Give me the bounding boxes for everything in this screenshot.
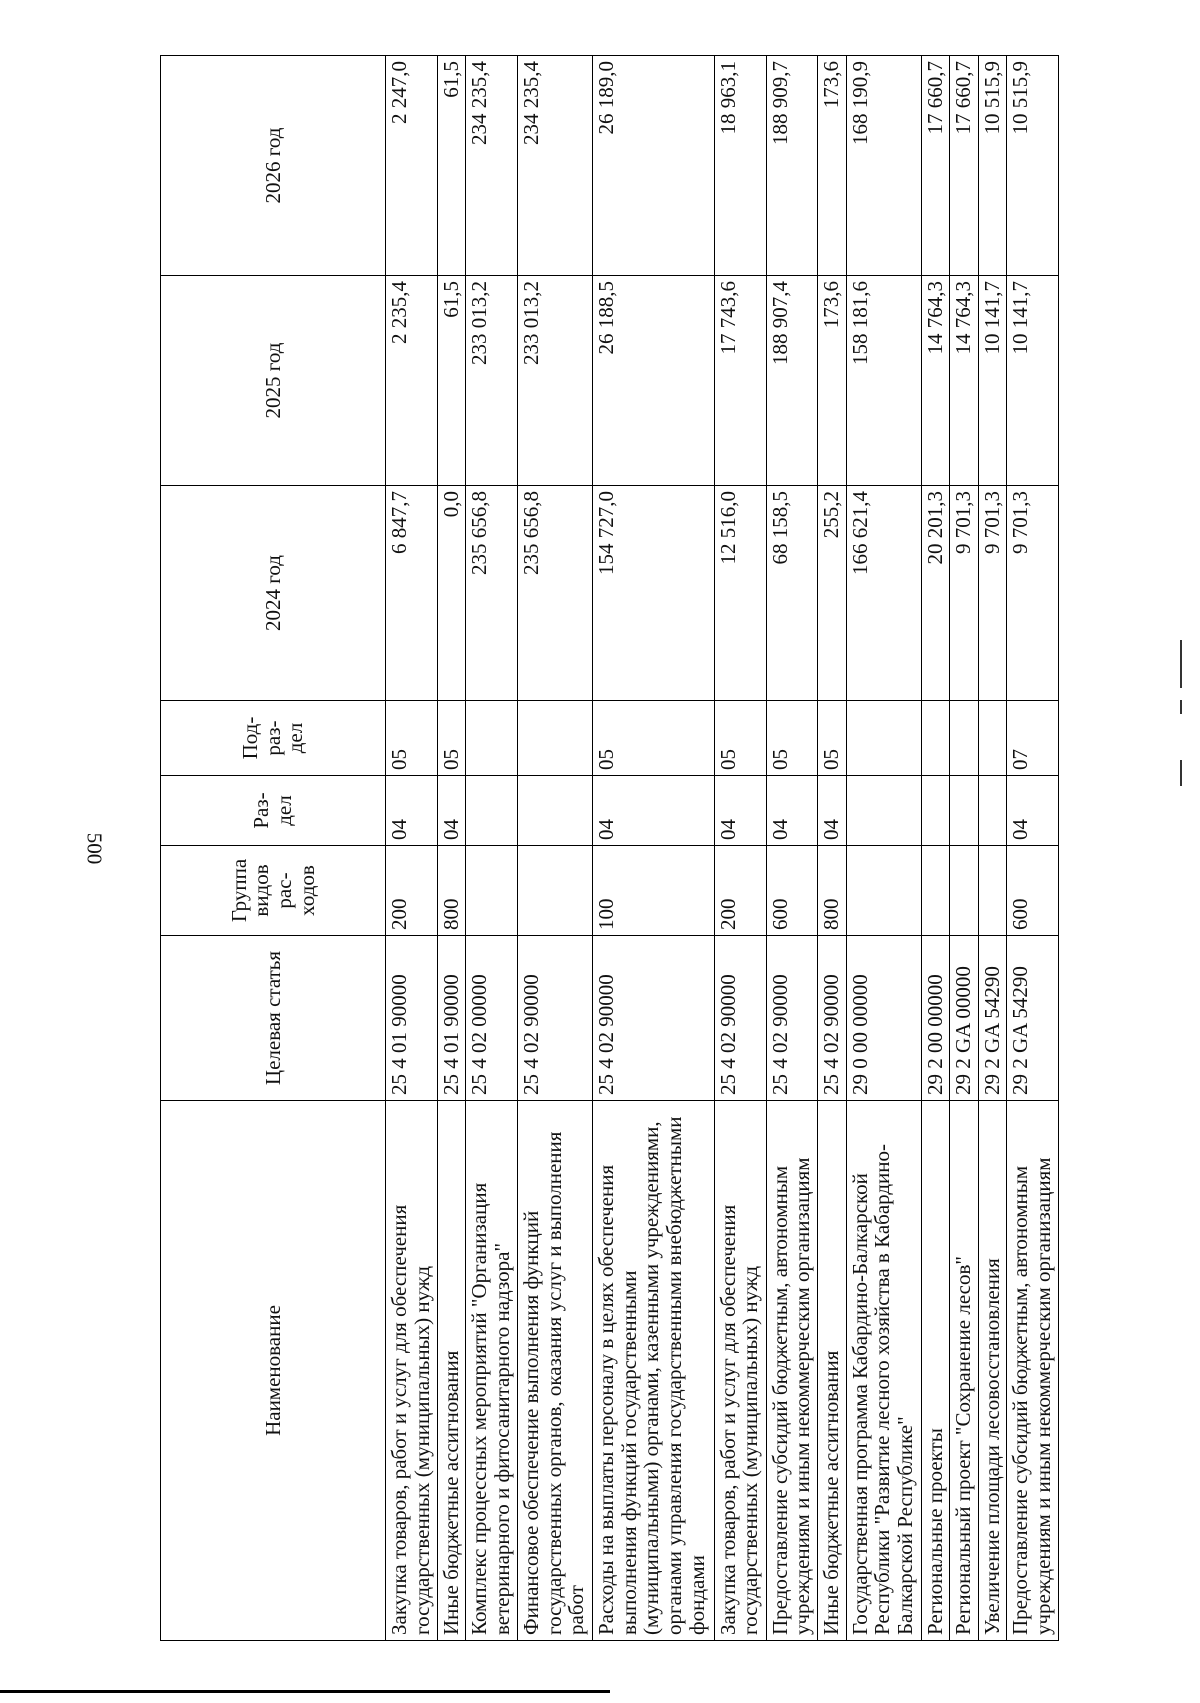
cell-name: Закупка товаров, работ и услуг для обеспечения государственных (муниципальных) нужд (714, 1101, 766, 1641)
cell-group: 600 (766, 846, 818, 936)
cell-target: 29 2 00 00000 (921, 936, 949, 1101)
cell-target: 25 4 02 90000 (766, 936, 818, 1101)
cell-2026: 18 963,1 (714, 56, 766, 276)
cell-2026: 168 190,9 (846, 56, 921, 276)
table-row (517, 56, 592, 1641)
cell-2025: 173,6 (818, 276, 846, 486)
cell-2025: 10 141,7 (1007, 276, 1059, 486)
cell-group: 100 (593, 846, 715, 936)
cell-group (517, 846, 592, 936)
cell-2025: 14 764,3 (950, 276, 978, 486)
cell-target: 25 4 02 90000 (517, 936, 592, 1101)
cell-2026: 10 515,9 (978, 56, 1006, 276)
cell-2024: 166 621,4 (846, 486, 921, 701)
cell-subsection (517, 701, 592, 776)
cell-subsection (950, 701, 978, 776)
cell-2026: 61,5 (437, 56, 465, 276)
table-row (386, 56, 438, 1641)
cell-subsection (921, 701, 949, 776)
fold-mark (1180, 640, 1182, 688)
cell-name: Государственная программа Кабардино-Балкарской Республики "Развитие лесного хозяйства в Кабардино-Балкарской Республике" (846, 1101, 921, 1641)
budget-table-rotated (160, 56, 1059, 1641)
cell-section: 04 (437, 776, 465, 846)
cell-2024: 20 201,3 (921, 486, 949, 701)
table-row (466, 56, 518, 1641)
cell-section: 04 (593, 776, 715, 846)
cell-subsection: 05 (766, 701, 818, 776)
table-row (978, 56, 1006, 1641)
cell-2025: 233 013,2 (466, 276, 518, 486)
cell-2024: 9 701,3 (978, 486, 1006, 701)
cell-section: 04 (386, 776, 438, 846)
cell-2024: 235 656,8 (517, 486, 592, 701)
cell-2025: 61,5 (437, 276, 465, 486)
bottom-rule (0, 1690, 610, 1693)
cell-group (466, 846, 518, 936)
table-row (593, 56, 715, 1641)
cell-2026: 17 660,7 (950, 56, 978, 276)
cell-section (846, 776, 921, 846)
cell-2026: 17 660,7 (921, 56, 949, 276)
header-name: Наименование (161, 1101, 386, 1641)
cell-target: 25 4 01 90000 (386, 936, 438, 1101)
cell-2025: 233 013,2 (517, 276, 592, 486)
table-body (386, 56, 1059, 1641)
cell-2025: 158 181,6 (846, 276, 921, 486)
header-2026: 2026 год (161, 56, 386, 276)
cell-subsection (466, 701, 518, 776)
cell-name: Региональные проекты (921, 1101, 949, 1641)
cell-target: 25 4 02 90000 (593, 936, 715, 1101)
cell-subsection (978, 701, 1006, 776)
fold-mark (1180, 700, 1182, 714)
cell-section: 04 (714, 776, 766, 846)
cell-name: Региональный проект "Сохранение лесов" (950, 1101, 978, 1641)
cell-section (517, 776, 592, 846)
cell-2026: 188 909,7 (766, 56, 818, 276)
cell-2024: 68 158,5 (766, 486, 818, 701)
cell-target: 25 4 02 90000 (818, 936, 846, 1101)
cell-2024: 154 727,0 (593, 486, 715, 701)
cell-section: 04 (818, 776, 846, 846)
table-row (950, 56, 978, 1641)
cell-2026: 234 235,4 (466, 56, 518, 276)
cell-name: Закупка товаров, работ и услуг для обеспечения государственных (муниципальных) нужд (386, 1101, 438, 1641)
cell-2024: 9 701,3 (1007, 486, 1059, 701)
cell-subsection: 05 (818, 701, 846, 776)
table-row (1007, 56, 1059, 1641)
cell-subsection: 05 (386, 701, 438, 776)
cell-group (950, 846, 978, 936)
cell-target: 25 4 02 90000 (714, 936, 766, 1101)
table-row (846, 56, 921, 1641)
cell-2026: 2 247,0 (386, 56, 438, 276)
header-2025: 2025 год (161, 276, 386, 486)
cell-subsection: 05 (593, 701, 715, 776)
cell-subsection (846, 701, 921, 776)
cell-group: 800 (437, 846, 465, 936)
cell-target: 29 0 00 00000 (846, 936, 921, 1101)
cell-name: Иные бюджетные ассигнования (818, 1101, 846, 1641)
cell-target: 25 4 02 00000 (466, 936, 518, 1101)
table-row (714, 56, 766, 1641)
cell-2025: 26 188,5 (593, 276, 715, 486)
cell-name: Расходы на выплаты персоналу в целях обеспечения выполнения функций государственными (муниципальными) органами, казенными учреждениями, органами управления государственными внебюджетными фондами (593, 1101, 715, 1641)
cell-2024: 12 516,0 (714, 486, 766, 701)
cell-group: 800 (818, 846, 846, 936)
cell-subsection: 05 (714, 701, 766, 776)
cell-subsection: 07 (1007, 701, 1059, 776)
cell-target: 29 2 GA 00000 (950, 936, 978, 1101)
cell-target: 25 4 01 90000 (437, 936, 465, 1101)
table-header-row (161, 56, 386, 1641)
table-row (766, 56, 818, 1641)
cell-name: Предоставление субсидий бюджетным, автономным учреждениям и иным некоммерческим организациям (766, 1101, 818, 1641)
cell-name: Увеличение площади лесовосстановления (978, 1101, 1006, 1641)
cell-group (978, 846, 1006, 936)
budget-table (160, 55, 1059, 1641)
header-2024: 2024 год (161, 486, 386, 701)
cell-subsection: 05 (437, 701, 465, 776)
cell-group: 200 (714, 846, 766, 936)
cell-2025: 188 907,4 (766, 276, 818, 486)
cell-2026: 234 235,4 (517, 56, 592, 276)
table-row (818, 56, 846, 1641)
cell-section (466, 776, 518, 846)
cell-section: 04 (766, 776, 818, 846)
header-group: Группа видов рас-ходов (161, 846, 386, 936)
cell-2024: 255,2 (818, 486, 846, 701)
fold-mark (1180, 760, 1182, 786)
page-number: 500 (82, 832, 107, 865)
table-row (921, 56, 949, 1641)
cell-2026: 10 515,9 (1007, 56, 1059, 276)
cell-2024: 235 656,8 (466, 486, 518, 701)
table-row (437, 56, 465, 1641)
cell-2024: 0,0 (437, 486, 465, 701)
cell-2025: 14 764,3 (921, 276, 949, 486)
cell-section (921, 776, 949, 846)
cell-target: 29 2 GA 54290 (978, 936, 1006, 1101)
cell-group: 600 (1007, 846, 1059, 936)
cell-2024: 6 847,7 (386, 486, 438, 701)
cell-group (921, 846, 949, 936)
header-section: Раз-дел (161, 776, 386, 846)
cell-2024: 9 701,3 (950, 486, 978, 701)
cell-group: 200 (386, 846, 438, 936)
cell-section (950, 776, 978, 846)
cell-name: Финансовое обеспечение выполнения функций государственных органов, оказания услуг и выполнения работ (517, 1101, 592, 1641)
cell-name: Иные бюджетные ассигнования (437, 1101, 465, 1641)
cell-2026: 26 189,0 (593, 56, 715, 276)
cell-2026: 173,6 (818, 56, 846, 276)
cell-section (978, 776, 1006, 846)
cell-2025: 17 743,6 (714, 276, 766, 486)
cell-2025: 10 141,7 (978, 276, 1006, 486)
cell-2025: 2 235,4 (386, 276, 438, 486)
cell-section: 04 (1007, 776, 1059, 846)
header-subsection: Под-раз-дел (161, 701, 386, 776)
header-target: Целевая статья (161, 936, 386, 1101)
cell-name: Предоставление субсидий бюджетным, автономным учреждениям и иным некоммерческим организациям (1007, 1101, 1059, 1641)
cell-group (846, 846, 921, 936)
cell-name: Комплекс процессных мероприятий "Организация ветеринарного и фитосанитарного надзора" (466, 1101, 518, 1641)
cell-target: 29 2 GA 54290 (1007, 936, 1059, 1101)
